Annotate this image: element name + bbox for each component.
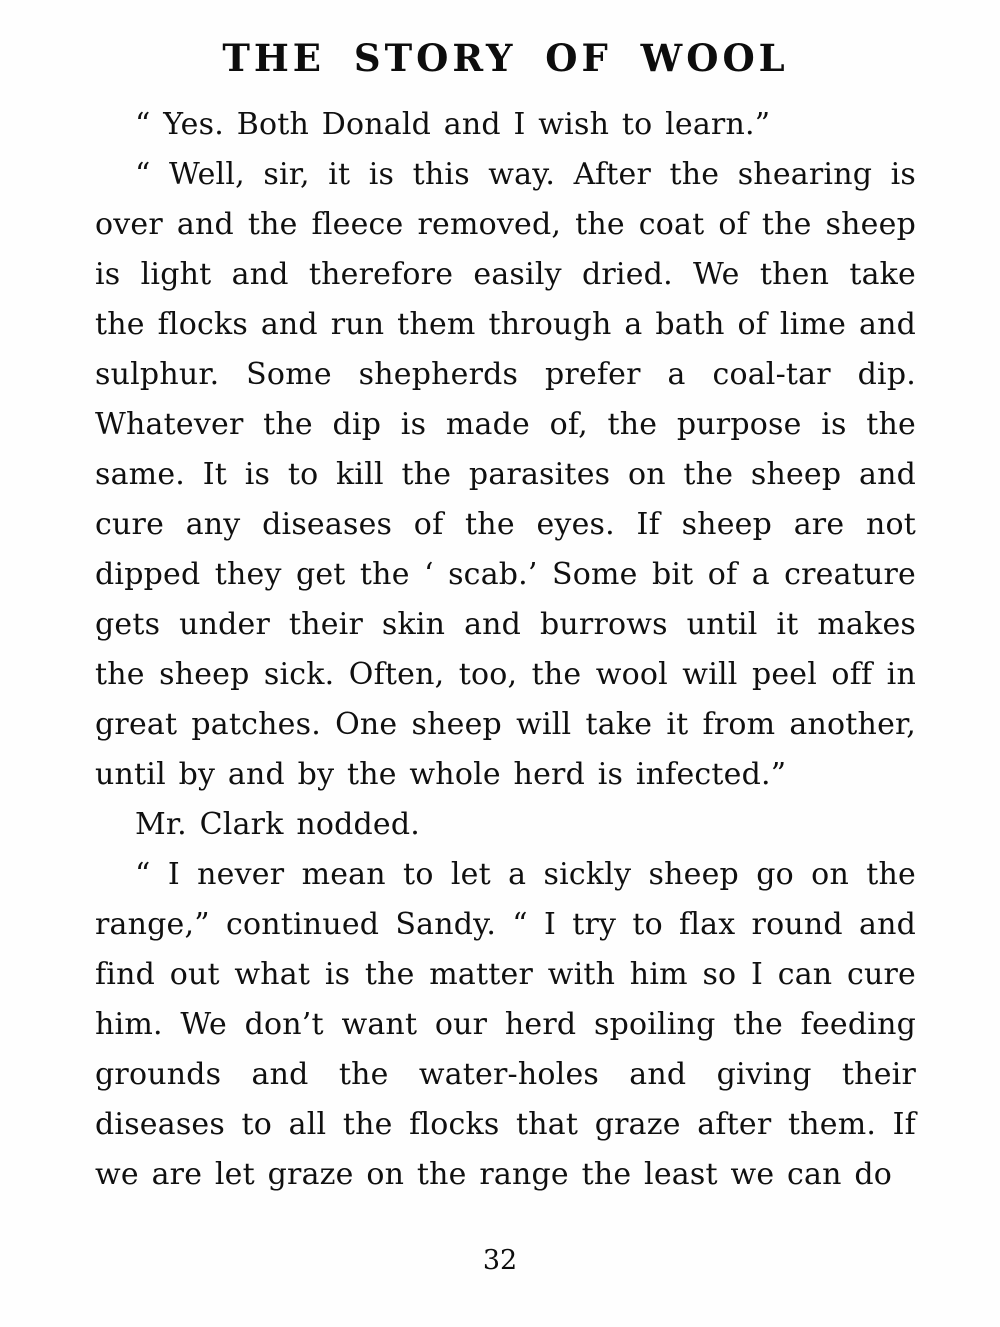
paragraph: “ Yes. Both Donald and I wish to learn.”: [135, 107, 771, 142]
paragraph: Mr. Clark nodded.: [135, 807, 421, 842]
page-number: 32: [482, 1245, 518, 1276]
paragraph: “ Well, sir, it is this way. After the shearing is over and the fleece removed, the coat of the sheep is light and therefore easily dried. We then take the flocks and run them through a bath of lime and sulphur. Some shepherds prefer a coal-tar dip. Whatever the dip is made of, the purpose is the same. It is to kill the parasites on the sheep and cure any diseases of the eyes. If sheep are not dipped they get the ‘ scab.’ Some bit of a creature gets under their skin and burrows until it makes the sheep sick. Often, too, the wool will peel off in great patches. One sheep will take it from another, until by and by the whole herd is infected.”: [95, 157, 916, 792]
page-body: [95, 100, 916, 1200]
page-title: THE STORY OF WOOL: [222, 36, 789, 80]
paragraph: “ I never mean to let a sickly sheep go on the range,” continued Sandy. “ I try to flax round and find out what is the matter with him so I can cure him. We don’t want our herd spoiling the feeding grounds and the water-holes and giving their diseases to all the flocks that graze after them. If we are let graze on the range the least we can do: [95, 857, 916, 1192]
